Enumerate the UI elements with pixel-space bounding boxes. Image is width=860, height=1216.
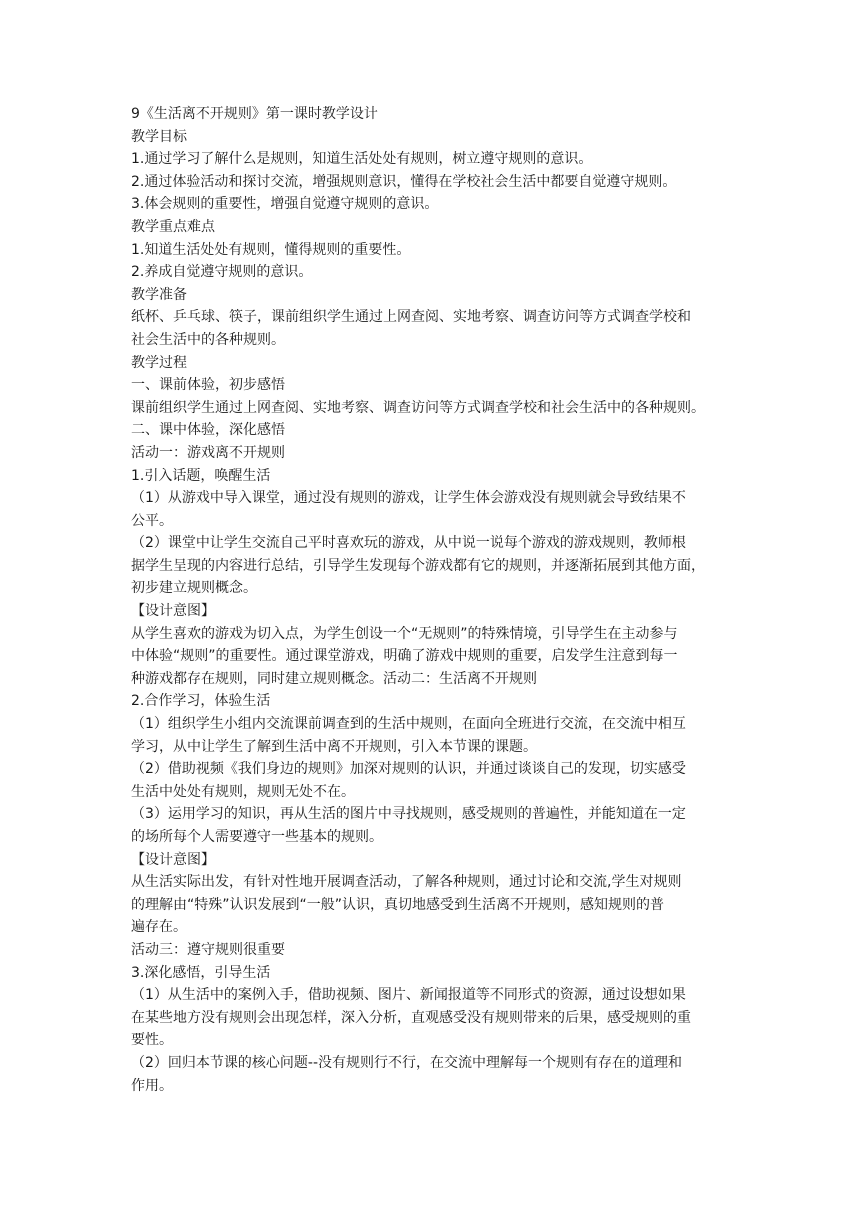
objective-item: 2.通过体验活动和探讨交流，增强规则意识，懂得在学校社会生活中都要自觉遵守规则。 [131, 173, 677, 190]
design-intent-2-line: 遍存在。 [131, 919, 187, 936]
objective-item: 1.通过学习了解什么是规则，知道生活处处有规则，树立遵守规则的意识。 [131, 151, 593, 168]
design-intent-1-line: 从学生喜欢的游戏为切入点，为学生创设一个“无规则”的特殊情境，引导学生在主动参与 [131, 625, 678, 642]
step2-item-1-line: 学习，从中让学生了解到生活中离不开规则，引入本节课的课题。 [131, 738, 537, 755]
step1-item-1-line: （1）从游戏中导入课堂，通过没有规则的游戏，让学生体会游戏没有规则就会导致结果不 [131, 490, 686, 507]
key-point-item: 1.知道生活处处有规则，懂得规则的重要性。 [131, 241, 411, 258]
step3-item-1-line: 要性。 [131, 1032, 173, 1049]
key-point-item: 2.养成自觉遵守规则的意识。 [131, 264, 313, 281]
part1-text: 课前组织学生通过上网查阅、实地考察、调查访问等方式调查学校和社会生活中的各种规则。 [131, 399, 705, 416]
activity3-heading: 活动三：遵守规则很重要 [131, 941, 285, 958]
step1-item-2-line: 初步建立规则概念。 [131, 580, 257, 597]
step2-item-2-line: 生活中处处有规则，规则无处不在。 [131, 783, 355, 800]
design-intent-heading: 【设计意图】 [131, 603, 215, 620]
part1-heading: 一、课前体验，初步感悟 [131, 377, 285, 394]
design-intent-2-line: 从生活实际出发，有针对性地开展调查活动，了解各种规则，通过讨论和交流,学生对规则 [131, 874, 682, 891]
section-heading-preparation: 教学准备 [131, 286, 187, 303]
objective-item: 3.体会规则的重要性，增强自觉遵守规则的意识。 [131, 196, 439, 213]
preparation-text-line: 社会生活中的各种规则。 [131, 331, 285, 348]
document-title: 9《生活离不开规则》第一课时教学设计 [131, 106, 378, 122]
design-intent-1-line: 种游戏都存在规则，同时建立规则概念。活动二：生活离不开规则 [131, 670, 537, 687]
step2-item-3-line: 的场所每个人需要遵守一些基本的规则。 [131, 829, 383, 845]
step1-item-2-line: （2）课堂中让学生交流自己平时喜欢玩的游戏，从中说一说每个游戏的游戏规则，教师根 [131, 535, 686, 552]
step2-item-3-line: （3）运用学习的知识，再从生活的图片中寻找规则，感受规则的普遍性，并能知道在一定 [131, 806, 686, 823]
part2-heading: 二、课中体验，深化感悟 [131, 422, 285, 439]
section-heading-process: 教学过程 [131, 354, 187, 371]
activity1-heading: 活动一：游戏离不开规则 [131, 444, 285, 461]
step2-heading: 2.合作学习，体验生活 [131, 693, 271, 710]
design-intent-heading: 【设计意图】 [131, 851, 215, 868]
preparation-text-line: 纸杯、乒乓球、筷子，课前组织学生通过上网查阅、实地考察、调查访问等方式调查学校和 [131, 309, 691, 326]
step3-item-2-line: 作用。 [131, 1077, 173, 1094]
step2-item-2-line: （2）借助视频《我们身边的规则》加深对规则的认识，并通过谈谈自己的发现，切实感受 [131, 761, 686, 778]
step3-item-1-line: 在某些地方没有规则会出现怎样，深入分析，直观感受没有规则带来的后果，感受规则的重 [131, 1009, 691, 1026]
step3-item-1-line: （1）从生活中的案例入手，借助视频、图片、新闻报道等不同形式的资源，通过设想如果 [131, 987, 686, 1004]
step2-item-1-line: （1）组织学生小组内交流课前调查到的生活中规则，在面向全班进行交流，在交流中相互 [131, 716, 686, 733]
step1-heading: 1.引入话题，唤醒生活 [131, 467, 271, 484]
step3-item-2-line: （2）回归本节课的核心问题--没有规则行不行，在交流中理解每一个规则有存在的道理和 [131, 1054, 683, 1071]
step1-item-1-line: 公平。 [131, 512, 173, 529]
design-intent-1-line: 中体验“规则”的重要性。通过课堂游戏，明确了游戏中规则的重要，启发学生注意到每一 [131, 648, 678, 665]
design-intent-2-line: 的理解由“特殊”认识发展到“一般”认识，真切地感受到生活离不开规则，感知规则的普 [131, 896, 665, 913]
step3-heading: 3.深化感悟，引导生活 [131, 964, 271, 981]
section-heading-objectives: 教学目标 [131, 128, 187, 145]
step1-item-2-line: 据学生呈现的内容进行总结，引导学生发现每个游戏都有它的规则，并逐渐拓展到其他方面， [131, 557, 705, 574]
document-page [131, 103, 729, 1097]
section-heading-key-points: 教学重点难点 [131, 218, 215, 235]
